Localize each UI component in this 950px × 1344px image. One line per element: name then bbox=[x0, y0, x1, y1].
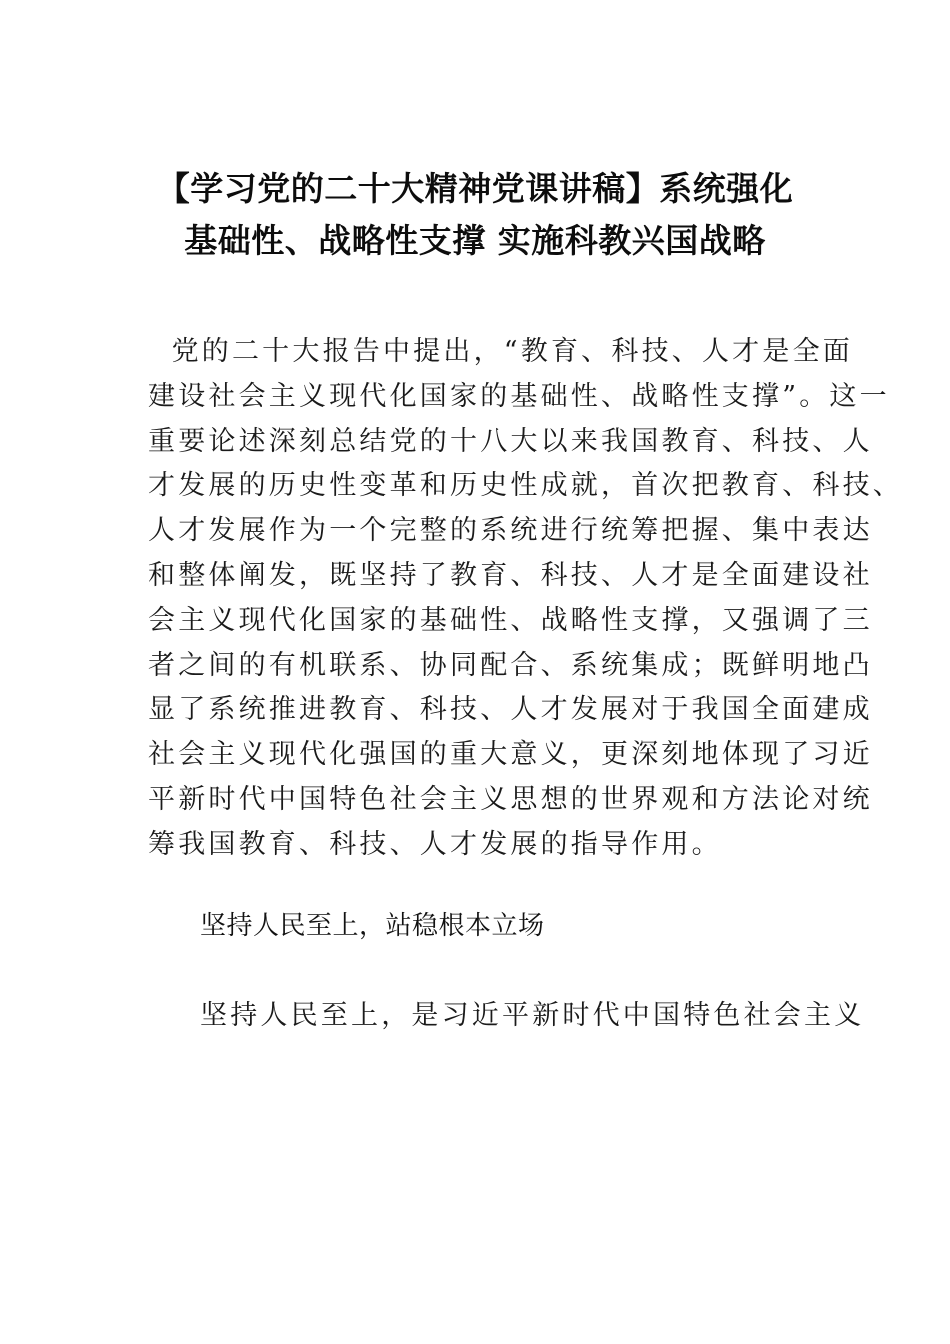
paragraph-line: 会主义现代化国家的基础性、战略性支撑，又强调了三 bbox=[148, 604, 873, 636]
paragraph-line: 建设社会主义现代化国家的基础性、战略性支撑”。这一 bbox=[148, 380, 890, 412]
paragraph-line: 者之间的有机联系、协同配合、系统集成；既鲜明地凸 bbox=[148, 649, 873, 681]
title-line-2: 基础性、战略性支撑 实施科教兴国战略 bbox=[184, 221, 766, 260]
document-title bbox=[120, 163, 830, 267]
paragraph-line: 平新时代中国特色社会主义思想的世界观和方法论对统 bbox=[148, 783, 873, 815]
paragraph-line: 重要论述深刻总结党的十八大以来我国教育、科技、人 bbox=[148, 425, 873, 457]
paragraph-line: 和整体阐发，既坚持了教育、科技、人才是全面建设社 bbox=[148, 559, 873, 591]
title-line-1: 【学习党的二十大精神党课讲稿】系统强化 bbox=[156, 169, 794, 208]
paragraph-line: 才发展的历史性变革和历史性成就，首次把教育、科技、 bbox=[148, 470, 903, 502]
paragraph-line: 筹我国教育、科技、人才发展的指导作用。 bbox=[148, 828, 722, 860]
body-paragraph-1 bbox=[148, 330, 903, 868]
paragraph-line: 人才发展作为一个完整的系统进行统筹把握、集中表达 bbox=[148, 515, 873, 547]
paragraph-line: 显了系统推进教育、科技、人才发展对于我国全面建成 bbox=[148, 694, 873, 726]
paragraph-line: 社会主义现代化强国的重大意义，更深刻地体现了习近 bbox=[148, 739, 873, 771]
paragraph-line: 党的二十大报告中提出，“教育、科技、人才是全面 bbox=[148, 336, 853, 367]
section-heading: 坚持人民至上，站稳根本立场 bbox=[200, 911, 545, 941]
body-paragraph-2: 坚持人民至上，是习近平新时代中国特色社会主义 bbox=[200, 1000, 865, 1031]
